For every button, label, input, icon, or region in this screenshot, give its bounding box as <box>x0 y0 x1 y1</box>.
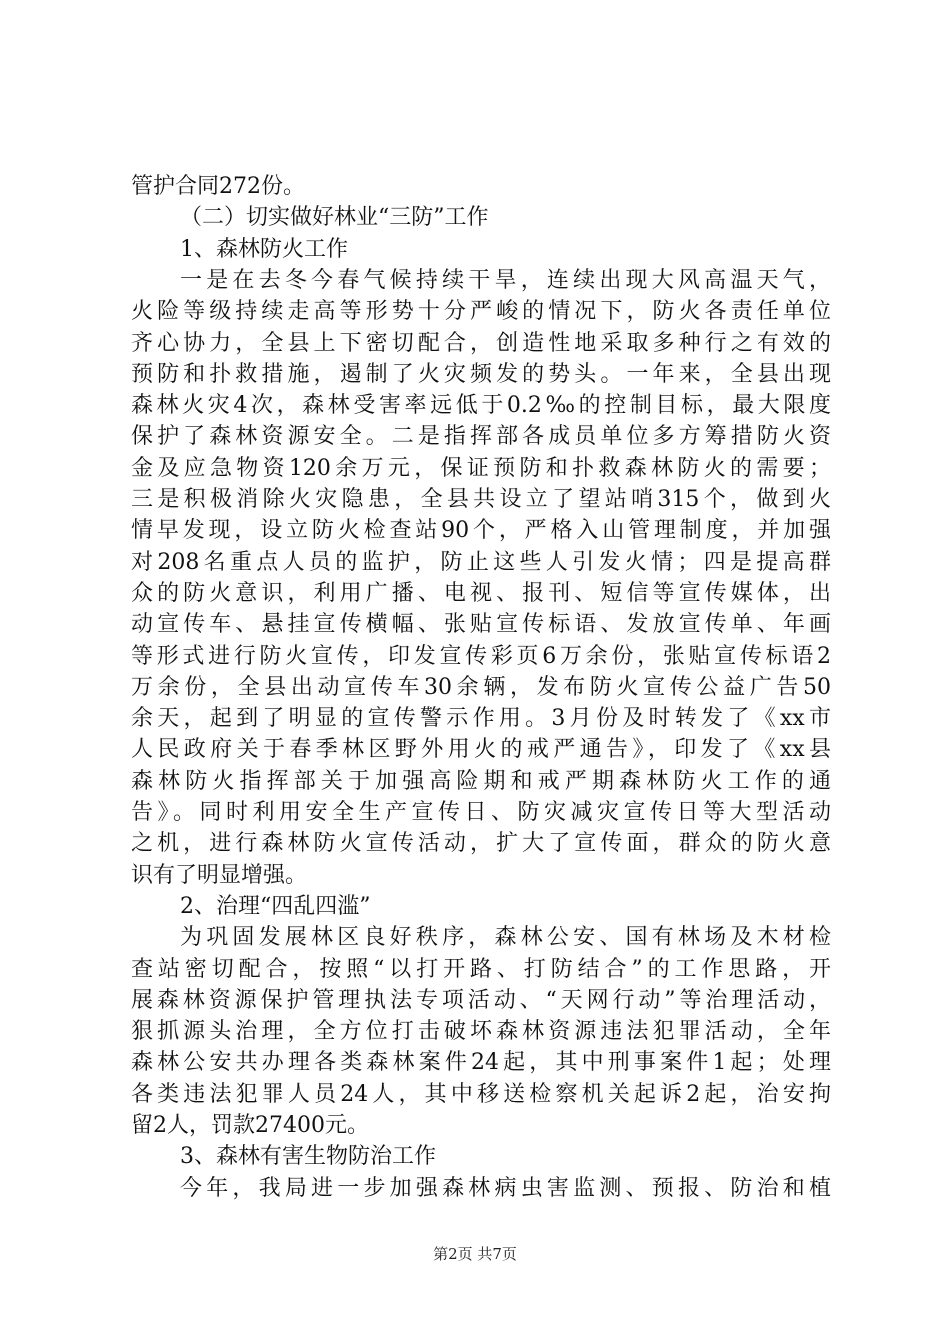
body-line: 预防和扑救措施，遏制了火灾频发的势头。一年来，全县出现 <box>131 362 831 387</box>
body-line: 为巩固发展林区良好秩序，森林公安、国有林场及木材检 <box>180 925 831 950</box>
body-line: 管护合同272份。 <box>131 174 305 199</box>
body-line: 一是在去冬今春气候持续干旱，连续出现大风高温天气， <box>180 268 831 293</box>
body-line: 留2人，罚款27400元。 <box>131 1113 369 1138</box>
body-line: 人民政府关于春季林区野外用火的戒严通告》，印发了《xx县 <box>131 737 831 762</box>
body-line: 之机，进行森林防火宣传活动，扩大了宣传面，群众的防火意 <box>131 831 831 856</box>
body-line: 森林防火指挥部关于加强高险期和戒严期森林防火工作的通 <box>131 769 831 794</box>
body-line: 等形式进行防火宣传，印发宣传彩页6万余份，张贴宣传标语2 <box>131 644 831 669</box>
body-line: 齐心协力，全县上下密切配合，创造性地采取多种行之有效的 <box>131 331 831 356</box>
body-line: 余天，起到了明显的宣传警示作用。3月份及时转发了《xx市 <box>131 706 831 731</box>
body-line: 告》。同时利用安全生产宣传日、防灾减灾宣传日等大型活动 <box>131 800 831 825</box>
body-line: 森林火灾4次，森林受害率远低于0.2‰的控制目标，最大限度 <box>131 393 831 418</box>
body-line: 保护了森林资源安全。二是指挥部各成员单位多方筹措防火资 <box>131 424 831 449</box>
body-line: 今年，我局进一步加强森林病虫害监测、预报、防治和植 <box>180 1176 831 1201</box>
body-line: 森林公安共办理各类森林案件24起，其中刑事案件1起；处理 <box>131 1050 831 1075</box>
body-line: 万余份，全县出动宣传车30余辆，发布防火宣传公益广告50 <box>131 675 831 700</box>
body-line: 各类违法犯罪人员24人，其中移送检察机关起诉2起，治安拘 <box>131 1082 831 1107</box>
body-line: 三是积极消除火灾隐患，全县共设立了望站哨315个，做到火 <box>131 487 831 512</box>
section-heading: （二）切实做好林业“三防”工作 <box>180 205 489 230</box>
body-line: 火险等级持续走高等形势十分严峻的情况下，防火各责任单位 <box>131 299 831 324</box>
subsection-heading: 1、森林防火工作 <box>180 237 348 262</box>
body-line: 展森林资源保护管理执法专项活动、“天网行动”等治理活动， <box>131 988 831 1013</box>
page-number-footer: 第2页 共7页 <box>433 1245 517 1263</box>
body-line: 众的防火意识，利用广播、电视、报刊、短信等宣传媒体，出 <box>131 581 831 606</box>
body-line: 查站密切配合，按照“以打开路、打防结合”的工作思路，开 <box>131 957 831 982</box>
body-line: 金及应急物资120余万元，保证预防和扑救森林防火的需要； <box>131 456 831 481</box>
body-line: 狠抓源头治理，全方位打击破坏森林资源违法犯罪活动，全年 <box>131 1019 831 1044</box>
body-line: 动宣传车、悬挂宣传横幅、张贴宣传标语、发放宣传单、年画 <box>131 612 831 637</box>
body-line: 识有了明显增强。 <box>131 863 308 888</box>
subsection-heading: 3、森林有害生物防治工作 <box>180 1144 436 1169</box>
body-line: 对208名重点人员的监护，防止这些人引发火情；四是提高群 <box>131 550 831 575</box>
body-line: 情早发现，设立防火检查站90个，严格入山管理制度，并加强 <box>131 518 831 543</box>
subsection-heading: 2、治理“四乱四滥” <box>180 894 371 919</box>
